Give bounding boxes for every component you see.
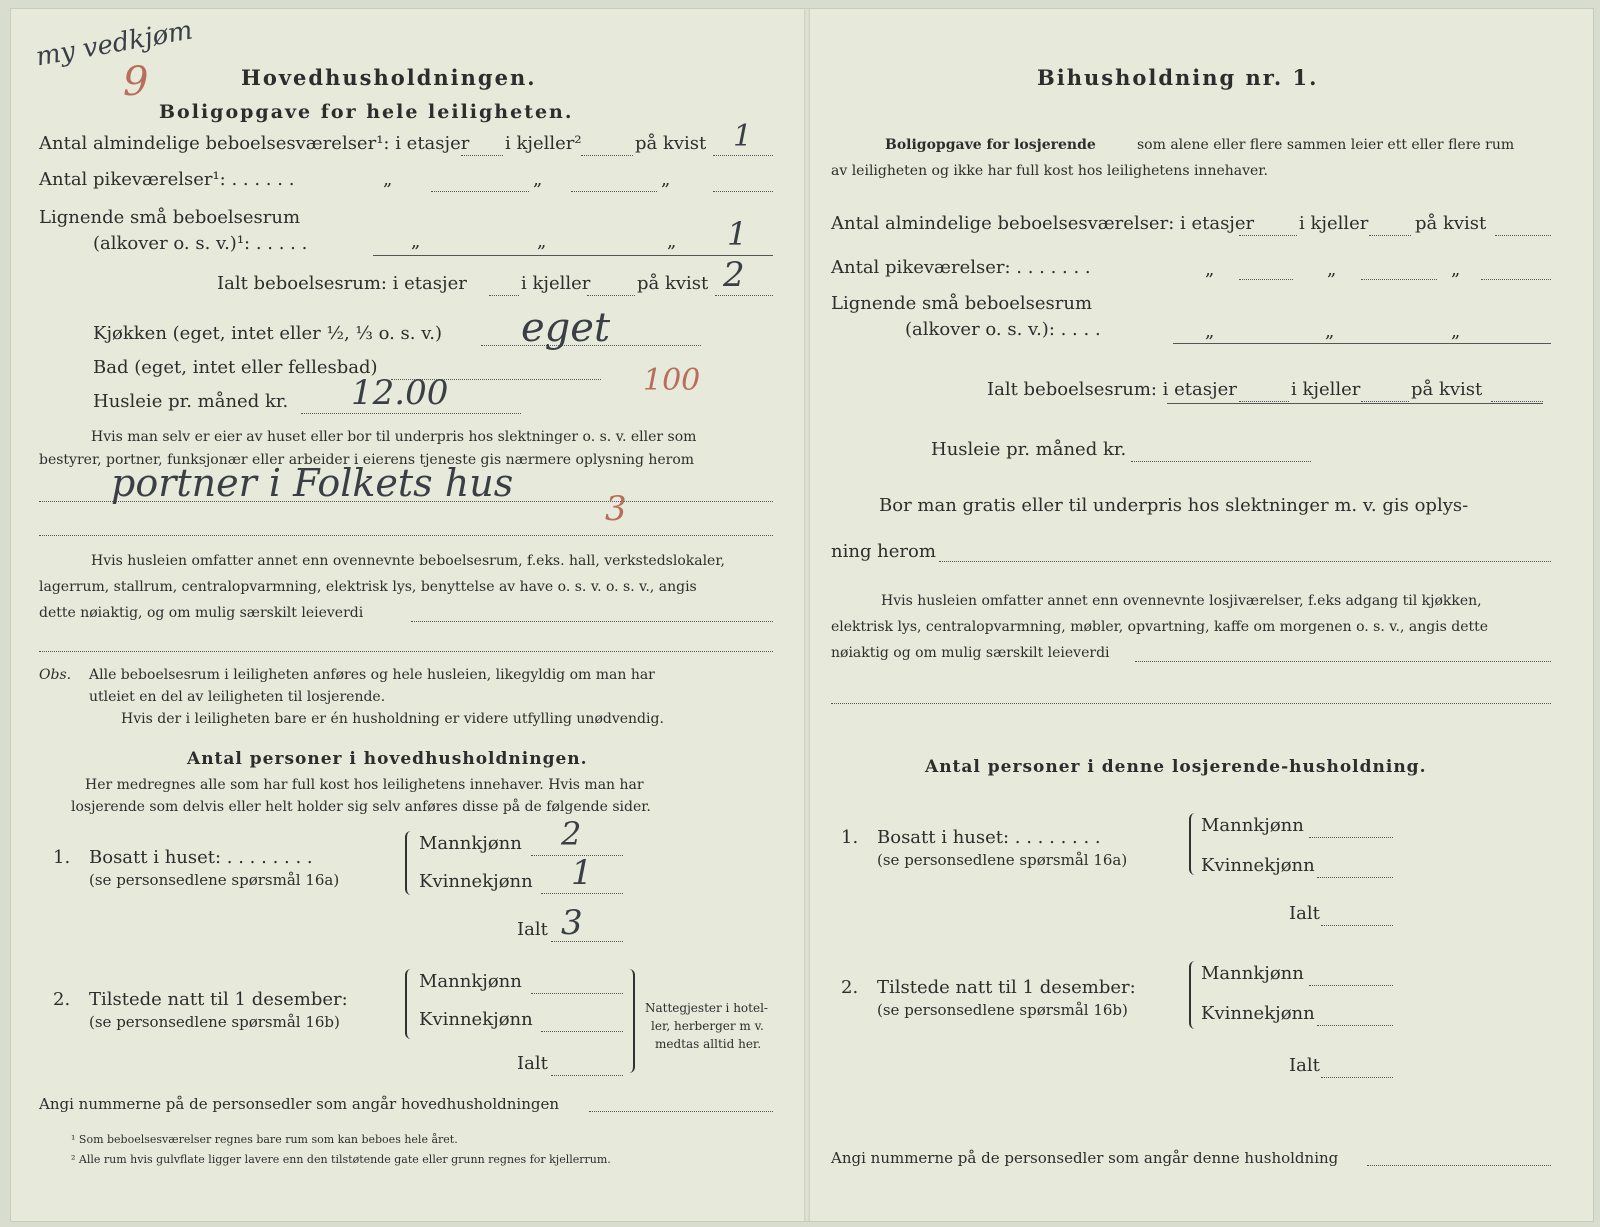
nattegjester-line2: ler, herberger m v. [651,1019,764,1033]
q2-label: Tilstede natt til 1 desember: [89,989,348,1010]
para1-pen-mark: 3 [605,489,627,529]
persons-title: Antal personer i hovedhusholdningen. [187,749,588,769]
pike-etasjer-field[interactable] [431,191,529,192]
pike-etasjer-field[interactable] [1239,279,1293,280]
alm-kvist-value: 1 [733,119,753,154]
bad-label: Bad (eget, intet eller fellesbad) [93,357,378,378]
q2-mann-label: Mannkjønn [419,971,522,992]
pike-kvist-field[interactable] [713,191,773,192]
alm-etasjer-field[interactable] [461,155,503,156]
q2-ialt-label: Ialt [517,1053,548,1074]
ditto-mark: „ [1205,321,1215,342]
q2-number: 2. [841,977,859,998]
nattegjester-line1: Nattegjester i hotel- [645,1001,768,1015]
ialt-kvist-label: på kvist [1411,379,1483,400]
q1-ialt-field[interactable] [1321,925,1393,926]
ditto-mark: „ [1451,321,1461,342]
para1-field-2[interactable] [39,535,773,536]
q1-number: 1. [53,847,71,868]
q1-mann-label: Mannkjønn [419,833,522,854]
q2-ialt-label: Ialt [1289,1055,1320,1076]
ialt-kvist-value: 2 [723,255,745,295]
margin-note: my vedkjøm [33,15,195,73]
q2-ialt-field[interactable] [551,1075,623,1076]
q2-kvinne-label: Kvinnekjønn [419,1009,533,1030]
angi-field[interactable] [589,1111,773,1112]
alm-kjeller-field[interactable] [1369,235,1411,236]
q1-kvinne-value: 1 [571,853,593,893]
para1-answer: portner i Folkets hus [111,461,514,505]
pike-kvist-field[interactable] [1481,279,1551,280]
ditto-mark: „ [411,231,421,252]
alm-kvist-label: på kvist [1415,213,1487,234]
ialt-kjeller-label: i kjeller [1291,379,1361,400]
ialt-field-line [1167,403,1543,404]
bor-line1: Bor man gratis eller til underpris hos slektninger m. v. gis oplys- [879,495,1469,516]
page-fold [804,9,810,1221]
para2-line3: dette nøiaktig, og om mulig særskilt leieverdi [39,605,364,621]
q1-ialt-label: Ialt [1289,903,1320,924]
alm-etasjer-field[interactable] [1239,235,1297,236]
q2-label: Tilstede natt til 1 desember: [877,977,1136,998]
ditto-mark: „ [1327,259,1337,280]
ditto-mark: „ [383,169,393,190]
q2-number: 2. [53,989,71,1010]
pike-label: Antal pikeværelser: . . . . . . . [831,257,1091,278]
q1-kvinne-label: Kvinnekjønn [419,871,533,892]
q1-number: 1. [841,827,859,848]
main-household-page [11,9,801,1221]
ditto-mark: „ [537,231,547,252]
ditto-mark: „ [667,231,677,252]
ialt-kvist-field[interactable] [1491,401,1543,402]
ialt-etasjer-field[interactable] [489,295,519,296]
husleie-label: Husleie pr. måned kr. [931,439,1127,460]
pike-kjeller-field[interactable] [571,191,657,192]
ialt-etasjer-field[interactable] [1239,401,1289,402]
ialt-kjeller-label: i kjeller [521,273,591,294]
page-title: Hovedhusholdningen. [241,65,537,90]
alm-kjeller-label: i kjeller [1299,213,1369,234]
persons-line1: Her medregnes alle som har full kost hos leilighetens innehaver. Hvis man har [85,777,644,793]
q2-mann-field[interactable] [531,993,623,994]
ialt-label: Ialt beboelsesrum: i etasjer [987,379,1237,400]
alm-kvist-field[interactable] [713,155,773,156]
q2-kvinne-field[interactable] [541,1031,623,1032]
q1-kvinne-field[interactable] [1317,877,1393,878]
q1-mann-value: 2 [561,815,582,853]
para-line3: nøiaktig og om mulig særskilt leieverdi [831,645,1110,661]
obs-line3: Hvis der i leiligheten bare er én husholdning er videre utfylling unødvendig. [121,711,664,727]
ialt-kvist-label: på kvist [637,273,709,294]
lign-field-line [373,255,773,256]
q1-brace [405,831,415,895]
alm-kvist-field[interactable] [1495,235,1551,236]
persons-title: Antal personer i denne losjerende-husholdning. [925,757,1427,777]
bor-field[interactable] [939,561,1551,562]
bor-line2: ning herom [831,541,936,562]
census-form-sheet [10,8,1594,1222]
obs-line2: utleiet en del av leiligheten til losjerende. [89,689,386,705]
q1-label: Bosatt i huset: . . . . . . . . [89,847,313,868]
obs-line1: Alle beboelsesrum i leiligheten anføres og hele husleien, likegyldig om man har [89,667,655,683]
page-title: Bihusholdning nr. 1. [1037,65,1319,90]
para1-line2: bestyrer, portner, funksjonær eller arbeider i eierens tjeneste gis nærmere oplysning herom [39,452,695,468]
q1-mann-label: Mannkjønn [1201,815,1304,836]
ialt-kjeller-field[interactable] [587,295,635,296]
husleie-field[interactable] [1131,461,1311,462]
pike-kjeller-field[interactable] [1361,279,1437,280]
para1-line1: Hvis man selv er eier av huset eller bor til underpris hos slektninger o. s. v. eller som [91,429,697,445]
q2-mann-label: Mannkjønn [1201,963,1304,984]
page-subtitle: Boligopgave for hele leiligheten. [159,101,574,123]
alm-kjeller-label: i kjeller² [505,133,582,154]
q1-brace [1189,813,1199,875]
alm-kjeller-field[interactable] [581,155,633,156]
intro-line2: av leiligheten og ikke har full kost hos leilighetens innehaver. [831,163,1268,179]
q2-note: (se personsedlene spørsmål 16b) [89,1013,340,1031]
angi-field[interactable] [1367,1165,1551,1166]
pike-label: Antal pikeværelser¹: . . . . . . [39,169,295,190]
lign-kvist-value: 1 [727,215,748,253]
lign-label-2: (alkover o. s. v.)¹: . . . . . [93,233,308,254]
kjokken-label: Kjøkken (eget, intet eller ½, ⅓ o. s. v.) [93,323,442,344]
q1-label: Bosatt i huset: . . . . . . . . [877,827,1101,848]
ditto-mark: „ [1325,321,1335,342]
para2-line1: Hvis husleien omfatter annet enn ovennevnte beboelsesrum, f.eks. hall, verkstedslokaler, [91,553,725,569]
footnote-2: ² Alle rum hvis gulvflate ligger lavere enn den tilstøtende gate eller grunn regnes for kjellerrum. [71,1153,611,1166]
husleie-pen-mark: 100 [643,363,701,398]
para2-line2: lagerrum, stallrum, centralopvarmning, elektrisk lys, benyttelse av have o. s. v. o. s. v., angis [39,579,697,595]
sub-household-page [811,9,1593,1221]
q1-kvinne-field[interactable] [541,893,623,894]
q1-ialt-value: 3 [561,903,583,943]
q1-note: (se personsedlene spørsmål 16a) [89,871,340,889]
para-field[interactable] [1135,661,1551,662]
ialt-label: Ialt beboelsesrum: i etasjer [217,273,467,294]
margin-number: 9 [123,59,149,105]
q2-kvinne-field[interactable] [1317,1025,1393,1026]
kjokken-value: eget [521,305,611,351]
q1-ialt-label: Ialt [517,919,548,940]
ditto-mark: „ [533,169,543,190]
alm-label: Antal almindelige beboelsesværelser¹: i etasjer [39,133,470,154]
footnote-1: ¹ Som beboelsesværelser regnes bare rum som kan beboes hele året. [71,1133,458,1146]
persons-line2: losjerende som delvis eller helt holder sig selv anføres disse på de følgende sider. [71,799,651,815]
q2-brace [1189,961,1199,1029]
husleie-label: Husleie pr. måned kr. [93,391,289,412]
ditto-mark: „ [1205,259,1215,280]
alm-label: Antal almindelige beboelsesværelser: i etasjer [831,213,1255,234]
lign-label: Lignende små beboelsesrum [39,207,301,228]
nattegjester-line3: medtas alltid her. [655,1037,762,1051]
lign-label: Lignende små beboelsesrum [831,293,1093,314]
lign-label-2: (alkover o. s. v.): . . . . [905,319,1101,340]
intro-line1: som alene eller flere sammen leier ett eller flere rum [1137,137,1515,153]
angi-label: Angi nummerne på de personsedler som angår denne husholdning [831,1149,1339,1167]
ialt-kjeller-field[interactable] [1361,401,1409,402]
q1-note: (se personsedlene spørsmål 16a) [877,851,1128,869]
obs-prefix: Obs. [39,667,72,683]
alm-kvist-label: på kvist [635,133,707,154]
husleie-value: 12.00 [351,373,449,413]
para-field-2[interactable] [831,703,1551,704]
ditto-mark: „ [1451,259,1461,280]
para-line1: Hvis husleien omfatter annet enn ovennevnte losjiværelser, f.eks adgang til kjøkken, [881,593,1482,609]
husleie-field[interactable] [301,413,521,414]
intro-bold: Boligopgave for losjerende [885,137,1096,153]
q2-ialt-field[interactable] [1321,1077,1393,1078]
q1-kvinne-label: Kvinnekjønn [1201,855,1315,876]
para-line2: elektrisk lys, centralopvarmning, møbler, opvartning, kaffe om morgenen o. s. v., angis dette [831,619,1489,635]
q2-right-brace [623,969,635,1073]
q2-kvinne-label: Kvinnekjønn [1201,1003,1315,1024]
q1-mann-field[interactable] [1309,837,1393,838]
ditto-mark: „ [661,169,671,190]
ialt-kvist-field[interactable] [715,295,773,296]
lign-field-line [1173,343,1551,344]
q2-note: (se personsedlene spørsmål 16b) [877,1001,1128,1019]
q2-brace [405,969,415,1039]
angi-label: Angi nummerne på de personsedler som angår hovedhusholdningen [39,1095,559,1113]
q2-mann-field[interactable] [1309,985,1393,986]
para2-field[interactable] [411,621,773,622]
para2-field-2[interactable] [39,651,773,652]
